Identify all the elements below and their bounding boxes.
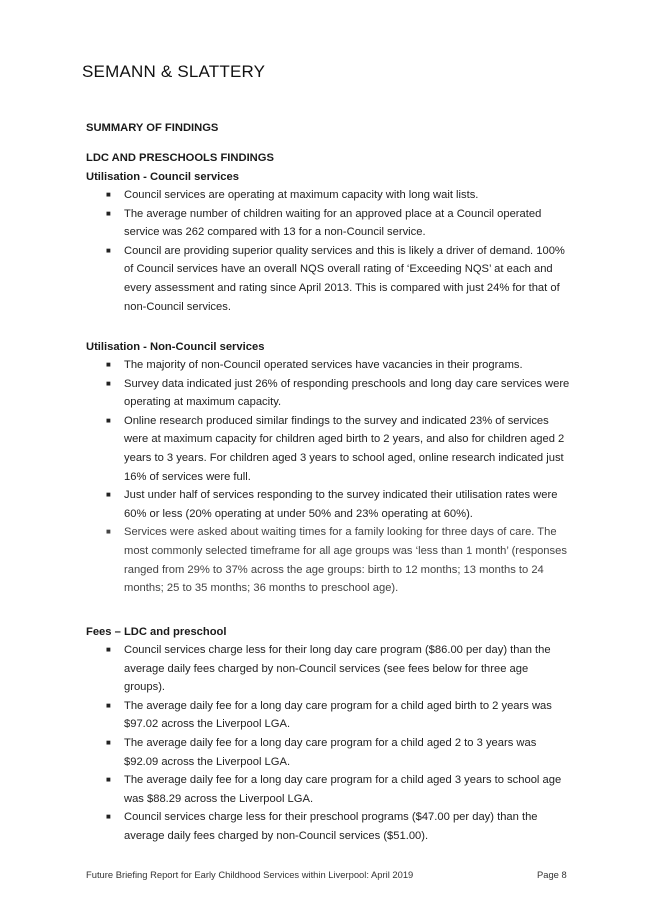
list-item-text: The average daily fee for a long day care program for a child aged 2 to 3 years was $92.09 across the Liverpool LGA.	[124, 736, 537, 768]
bullet-icon: ■	[106, 490, 111, 500]
bullet-icon: ■	[106, 245, 111, 255]
list-item-text: Council services are operating at maximum capacity with long wait lists.	[124, 189, 479, 201]
list-item	[106, 771, 570, 808]
company-logo: SEMANN & SLATTERY	[82, 62, 266, 81]
list-item	[106, 734, 570, 771]
list-item-text: The average number of children waiting for an approved place at a Council operated service was 262 compared with 13 for a non-Council service.	[124, 207, 542, 239]
list-item-text: Just under half of services responding to the survey indicated their utilisation rates were 60% or less (20% operating at under 50% and 23% operating at 60%).	[124, 489, 558, 520]
ldc-heading: LDC AND PRESCHOOLS FINDINGS	[86, 152, 274, 164]
utilisation-council-list	[106, 186, 570, 316]
bullet-icon: ■	[106, 645, 111, 654]
list-item-text: Services were asked about waiting times for a family looking for three days of care. The most commonly selected timeframe for all age groups was ‘less than 1 month’ (responses ranged from 29% to 37% across the age groups: birth to 12 months; 13 months to 24 months; 25 to 35 months; 36 months to preschool age).	[124, 526, 567, 595]
bullet-icon: ■	[106, 208, 111, 218]
bullet-icon: ■	[106, 378, 111, 388]
bullet-icon: ■	[106, 360, 111, 369]
fees-list	[106, 641, 570, 846]
list-item-text: The average daily fee for a long day care program for a child aged 3 years to school age was $88.29 across the Liverpool LGA.	[124, 774, 562, 805]
bullet-icon: ■	[106, 737, 111, 747]
list-item	[106, 641, 570, 697]
list-item-text: Council services charge less for their long day care program ($86.00 per day) than the average daily fees charged by non-Council services (see fees below for three age groups).	[124, 644, 551, 694]
list-item	[106, 356, 570, 375]
utilisation-council-title: Utilisation - Council services	[86, 171, 239, 183]
list-item	[106, 486, 570, 523]
list-item	[106, 205, 570, 242]
summary-heading: SUMMARY OF FINDINGS	[86, 122, 219, 134]
fees-title: Fees – LDC and preschool	[86, 626, 227, 638]
footer-page-number: Page 8	[537, 869, 567, 880]
list-item-text: Council services charge less for their preschool programs ($47.00 per day) than the average daily fees charged by non-Council services ($51.00).	[124, 811, 538, 842]
list-item	[106, 523, 570, 597]
list-item	[106, 242, 570, 316]
list-item-text: The majority of non-Council operated services have vacancies in their programs.	[124, 359, 523, 371]
list-item-text: Council are providing superior quality services and this is likely a driver of demand. 100% of Council services have an overall NQS overall rating of ‘Exceeding NQS’ at each and every assessment and rating since April 2013. This is compared with just 24% for that of non-Council services.	[124, 244, 565, 313]
bullet-icon: ■	[106, 415, 111, 425]
utilisation-non-council-title: Utilisation - Non-Council services	[86, 341, 265, 353]
list-item-text: Survey data indicated just 26% of responding preschools and long day care services were operating at maximum capacity.	[124, 377, 570, 409]
list-item	[106, 697, 570, 734]
utilisation-non-council-list	[106, 356, 570, 598]
footer-report-title: Future Briefing Report for Early Childhood Services within Liverpool: April 2019	[86, 869, 414, 880]
bullet-icon: ■	[106, 775, 111, 785]
bullet-icon: ■	[106, 190, 111, 199]
list-item	[106, 808, 570, 845]
list-item	[106, 186, 570, 205]
list-item	[106, 375, 570, 412]
list-item	[106, 412, 570, 486]
bullet-icon: ■	[106, 700, 111, 710]
list-item-text: The average daily fee for a long day care program for a child aged birth to 2 years was $97.02 across the Liverpool LGA.	[124, 699, 552, 731]
bullet-icon: ■	[106, 812, 111, 822]
list-item-text: Online research produced similar findings to the survey and indicated 23% of services were at maximum capacity for children aged birth to 2 years, and also for children aged 2 years to 3 years. For children aged 3 years to school aged, online research indicated just 16% of services were full.	[124, 414, 565, 483]
bullet-icon: ■	[106, 527, 111, 537]
